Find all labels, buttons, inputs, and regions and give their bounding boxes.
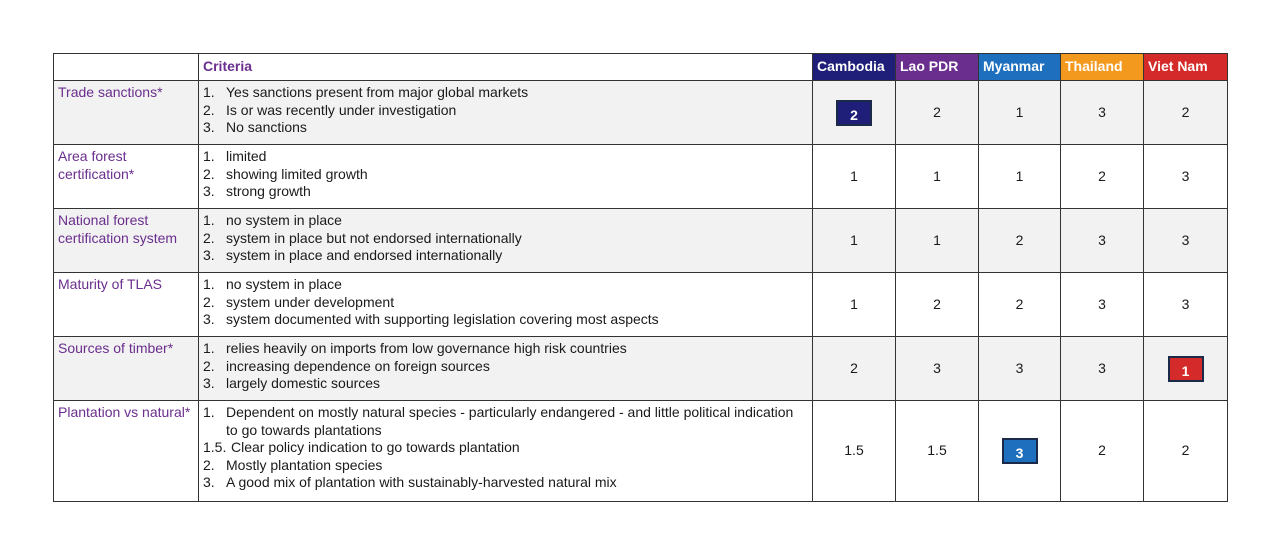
score-cell-cambodia: 1 <box>813 273 896 337</box>
option-item <box>203 294 808 312</box>
score-cell-cambodia: 1 <box>813 145 896 209</box>
score-cell-viet-nam: 2 <box>1144 401 1228 502</box>
criterion-options <box>199 273 813 337</box>
option-number: 2. <box>203 229 215 246</box>
corner-cell <box>54 54 199 81</box>
highlighted-score-badge: 1 <box>1168 356 1204 382</box>
option-text: increasing dependence on foreign sources <box>226 357 490 374</box>
score-cell-myanmar <box>979 401 1061 502</box>
criteria-table <box>53 53 1228 502</box>
score-cell-lao-pdr: 3 <box>896 337 979 401</box>
option-item <box>203 439 808 457</box>
criteria-row-national-forest-certification-system <box>54 209 1228 273</box>
score-cell-cambodia: 1.5 <box>813 401 896 502</box>
option-number: 3. <box>203 183 215 199</box>
score-cell-viet-nam: 3 <box>1144 273 1228 337</box>
score-cell-cambodia: 1 <box>813 209 896 273</box>
option-number: 3. <box>203 311 215 327</box>
option-text: Is or was recently under investigation <box>226 101 457 118</box>
country-header-lao-pdr: Lao PDR <box>896 54 979 81</box>
option-text: largely domestic sources <box>226 375 381 391</box>
country-header-myanmar: Myanmar <box>979 54 1061 81</box>
option-item <box>203 212 808 230</box>
score-cell-myanmar: 2 <box>979 209 1061 273</box>
score-cell-myanmar: 1 <box>979 81 1061 145</box>
criterion-options <box>199 337 813 401</box>
score-cell-myanmar: 3 <box>979 337 1061 401</box>
country-header-viet-nam: Viet Nam <box>1144 54 1228 81</box>
header-row <box>54 54 1228 81</box>
option-item <box>203 457 808 475</box>
option-text: showing limited growth <box>226 165 368 182</box>
criterion-options <box>199 209 813 273</box>
option-text: system in place but not endorsed internationally <box>226 229 522 246</box>
option-number: 1. <box>203 340 215 356</box>
option-number: 3. <box>203 119 215 135</box>
country-header-thailand: Thailand <box>1061 54 1144 81</box>
option-item <box>203 102 808 120</box>
criterion-name: Area forest certification* <box>54 145 199 209</box>
criterion-name: Maturity of TLAS <box>54 273 199 337</box>
score-cell-thailand: 3 <box>1061 81 1144 145</box>
criterion-name: Plantation vs natural* <box>54 401 199 502</box>
option-item <box>203 230 808 248</box>
score-cell-lao-pdr: 1.5 <box>896 401 979 502</box>
option-item <box>203 148 808 166</box>
option-item <box>203 276 808 294</box>
highlighted-score-badge: 3 <box>1002 438 1038 464</box>
option-text: Clear policy indication to go towards plantation <box>231 439 520 455</box>
option-number: 1. <box>203 84 215 100</box>
score-cell-thailand: 2 <box>1061 145 1144 209</box>
criteria-row-sources-of-timber <box>54 337 1228 401</box>
option-item <box>203 311 808 329</box>
score-cell-thailand: 3 <box>1061 337 1144 401</box>
option-item <box>203 166 808 184</box>
option-text: system in place and endorsed internationally <box>226 247 503 263</box>
option-text: system under development <box>226 293 395 310</box>
criteria-row-area-forest-certification <box>54 145 1228 209</box>
option-number: 3. <box>203 247 215 263</box>
country-header-cambodia: Cambodia <box>813 54 896 81</box>
option-text: A good mix of plantation with sustainably-harvested natural mix <box>226 474 617 490</box>
option-number: 3. <box>203 474 215 490</box>
criteria-header: Criteria <box>199 54 813 81</box>
option-text: system documented with supporting legislation covering most aspects <box>226 311 659 327</box>
criteria-row-maturity-of-tlas <box>54 273 1228 337</box>
criterion-name: Sources of timber* <box>54 337 199 401</box>
option-number: 2. <box>203 293 215 310</box>
option-item <box>203 375 808 393</box>
score-cell-myanmar: 1 <box>979 145 1061 209</box>
criterion-options <box>199 401 813 502</box>
score-cell-viet-nam: 3 <box>1144 209 1228 273</box>
option-item <box>203 84 808 102</box>
option-text: Yes sanctions present from major global markets <box>226 84 529 100</box>
score-cell-viet-nam: 3 <box>1144 145 1228 209</box>
option-text: no system in place <box>226 212 342 228</box>
score-cell-thailand: 3 <box>1061 209 1144 273</box>
score-cell-thailand: 3 <box>1061 273 1144 337</box>
option-number: 2. <box>203 165 215 182</box>
option-item <box>203 340 808 358</box>
option-text: No sanctions <box>226 119 307 135</box>
option-text: limited <box>226 148 267 164</box>
option-number: 2. <box>203 357 215 374</box>
option-number: 1. <box>203 404 215 420</box>
score-cell-cambodia <box>813 81 896 145</box>
option-number: 2. <box>203 456 215 473</box>
option-item <box>203 247 808 265</box>
criterion-options <box>199 81 813 145</box>
option-number: 1.5. <box>203 439 227 455</box>
score-cell-lao-pdr: 1 <box>896 209 979 273</box>
option-item <box>203 119 808 137</box>
option-text: Dependent on mostly natural species - particularly endangered - and little political indication to go towards plantations <box>226 404 794 438</box>
score-cell-viet-nam <box>1144 337 1228 401</box>
score-cell-viet-nam: 2 <box>1144 81 1228 145</box>
option-text: no system in place <box>226 276 342 292</box>
option-text: strong growth <box>226 183 311 199</box>
score-cell-lao-pdr: 1 <box>896 145 979 209</box>
option-text: relies heavily on imports from low governance high risk countries <box>226 340 627 356</box>
score-cell-thailand: 2 <box>1061 401 1144 502</box>
option-text: Mostly plantation species <box>226 456 383 473</box>
option-number: 3. <box>203 375 215 391</box>
option-number: 1. <box>203 212 215 228</box>
option-item <box>203 183 808 201</box>
criterion-name: Trade sanctions* <box>54 81 199 145</box>
option-number: 2. <box>203 101 215 118</box>
option-item <box>203 404 808 439</box>
option-item <box>203 474 808 492</box>
option-number: 1. <box>203 276 215 292</box>
option-number: 1. <box>203 148 215 164</box>
score-cell-lao-pdr: 2 <box>896 273 979 337</box>
highlighted-score-badge: 2 <box>836 100 872 126</box>
criterion-options <box>199 145 813 209</box>
criteria-row-trade-sanctions <box>54 81 1228 145</box>
score-cell-cambodia: 2 <box>813 337 896 401</box>
score-cell-lao-pdr: 2 <box>896 81 979 145</box>
score-cell-myanmar: 2 <box>979 273 1061 337</box>
criteria-row-plantation-vs-natural <box>54 401 1228 502</box>
criterion-name: National forest certification system <box>54 209 199 273</box>
option-item <box>203 358 808 376</box>
